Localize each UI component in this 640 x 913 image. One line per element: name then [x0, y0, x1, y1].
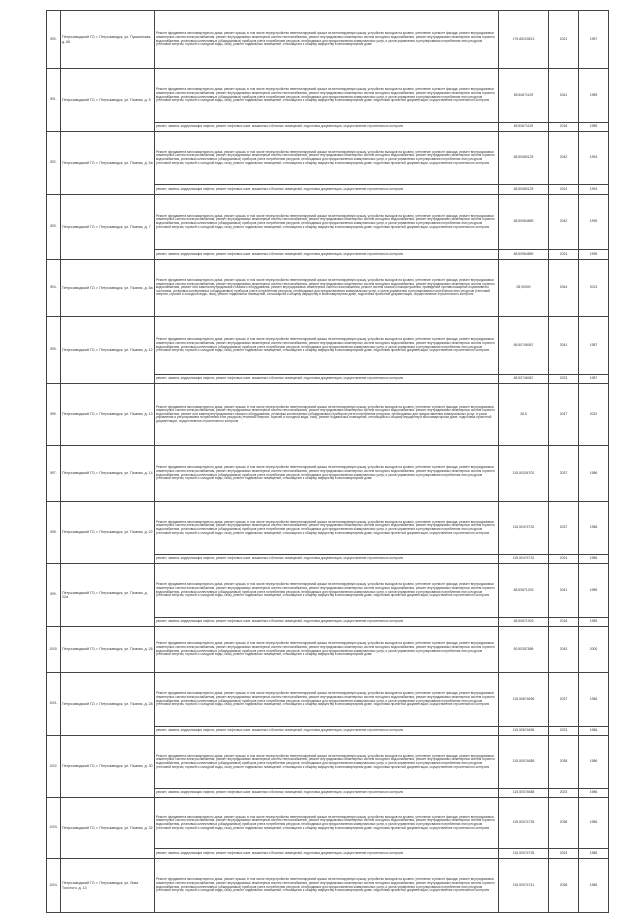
build-year: 1986 [579, 859, 609, 913]
work-description: ремонт, замена, модернизация лифтов, ремонт лифтовых шахт, машинных и блочных помещений, подготовка документации, осуществление строительного контроля [155, 618, 499, 627]
work-description: Ремонт фундамента многоквартирного дома, ремонт крыши, в том числе переустройство невентилируемой крыши на вентилируемую крышу, устройство выходов на кровлю, утепление и ремонт фасада, ремонт внутридомовых инженерных систем электроснабжения, ремонт внутридомовых инженерных систем теплоснабжения, ремонт внутридомовых инженерных систем холодного водоснабжения, ремонт внутридомовых инженерных систем горячего водоснабжения, установка коллективных (общедомовых) приборов учета потребления ресурсов, необходимых для предоставления коммунальных услуг, и узлов управления и регулирования потребления этих ресурсов (тепловой энергии, горячей и холодной воды, газа), ремонт подвальных помещений, относящихся к общему имуществу в многоквартирном доме, подготовка проектной документации, осуществление строительного контроля [155, 564, 499, 618]
house-address: Петрозаводский ГО, г. Петрозаводск, ул. Пьяная, д. 7 [61, 195, 155, 260]
work-description: Ремонт фундамента многоквартирного дома, ремонт крыши, в том числе переустройство невентилируемой крыши на вентилируемую крышу, устройство выходов на кровлю, утепление и ремонт фасада, ремонт внутридомовых инженерных систем электроснабжения, ремонт внутридомовых инженерных систем теплоснабжения, ремонт внутридомовых инженерных систем холодного водоснабжения, ремонт внутридомовых инженерных систем горячего водоснабжения, установка коллективных (общедомовых) приборов учета потребления ресурсов, необходимых для предоставления коммунальных услуг, и узлов управления и регулирования потребления этих ресурсов (тепловой энергии, горячей и холодной воды, газа), ремонт подвальных помещений, относящихся к общему имуществу в многоквартирном доме, подготовка проектной документации, осуществление строительного контроля [155, 502, 499, 555]
area-value: 65,50080125 [499, 132, 549, 185]
table-row [47, 260, 609, 317]
row-number: 896. [47, 384, 61, 446]
table-row [47, 673, 609, 727]
row-number: 899. [47, 564, 61, 627]
area-value: 65,50746067 [499, 375, 549, 384]
house-address: Петрозаводский ГО, г. Петрозаводск, ул. Пьяная, д. 5 [61, 69, 155, 132]
work-description: ремонт, замена, модернизация лифтов, ремонт лифтовых шахт, машинных и блочных помещений, подготовка документации, осуществление строительного контроля [155, 727, 499, 736]
row-number: 894. [47, 260, 61, 317]
build-year: 1987 [579, 317, 609, 375]
build-year: 1986 [579, 446, 609, 502]
planned-year: 2038 [549, 736, 579, 789]
work-description: Ремонт фундамента многоквартирного дома, ремонт крыши, в том числе переустройство невентилируемой крыши на вентилируемую крышу, устройство выходов на кровлю, утепление и ремонт фасада, ремонт внутридомовых инженерных систем электроснабжения, ремонт внутридомовых инженерных систем теплоснабжения, ремонт внутридомовых инженерных систем холодного водоснабжения, ремонт внутридомовых инженерных систем горячего водоснабжения, установка коллективных (общедомовых) приборов учета потребления ресурсов, необходимых для предоставления коммунальных услуг, и узлов управления и регулирования потребления этих ресурсов (тепловой энергии, горячей и холодной воды, газа), ремонт подвальных помещений, относящихся к общему имуществу в многоквартирном доме [155, 627, 499, 673]
row-number: 898. [47, 502, 61, 564]
planned-year: 2023 [549, 375, 579, 384]
build-year: 1989 [579, 618, 609, 627]
row-number: 890. [47, 11, 61, 69]
house-address: Петрозаводский ГО, г. Петрозаводск, ул. Пьяная, д. 32 [61, 798, 155, 859]
work-description: ремонт, замена, модернизация лифтов, ремонт лифтовых шахт, машинных и блочных помещений, подготовка документации, осуществление строительного контроля [155, 250, 499, 260]
planned-year: 2037 [549, 446, 579, 502]
area-value: 65,50964859 [499, 195, 549, 250]
build-year: 1986 [579, 849, 609, 859]
house-address: Петрозаводский ГО, г. Петрозаводск, ул. Пьяная, д. 26 [61, 627, 155, 673]
table-row [47, 564, 609, 618]
area-value: 115,50674696 [499, 727, 549, 736]
planned-year: 2042 [549, 195, 579, 250]
planned-year: 2047 [549, 384, 579, 446]
area-value: 65,50964859 [499, 250, 549, 260]
table-row [47, 11, 609, 69]
row-number: 897. [47, 446, 61, 502]
planned-year: 2044 [549, 260, 579, 317]
row-number: 1000. [47, 627, 61, 673]
work-description: ремонт, замена, модернизация лифтов, ремонт лифтовых шахт, машинных и блочных помещений, подготовка документации, осуществление строительного контроля [155, 123, 499, 132]
build-year: 2013 [579, 260, 609, 317]
build-year: 1989 [579, 564, 609, 618]
area-value: 65,50871003 [499, 618, 549, 627]
row-number: 1001. [47, 673, 61, 736]
row-number: 1003. [47, 798, 61, 859]
work-description: Ремонт фундамента многоквартирного дома, ремонт крыши, в том числе переустройство невентилируемой крыши на вентилируемую крышу, устройство выходов на кровлю, утепление и ремонт фасада, ремонт внутридомовых инженерных систем электроснабжения, ремонт внутридомовых инженерных систем теплоснабжения, ремонт внутридомовых инженерных систем холодного водоснабжения, ремонт внутридомовых инженерных систем горячего водоснабжения, установка коллективных (общедомовых) приборов учета потребления ресурсов, необходимых для предоставления коммунальных услуг, и узлов управления и регулирования потребления этих ресурсов (тепловой энергии, горячей и холодной воды, газа), ремонт подвальных помещений, относящихся к общему имуществу в многоквартирном доме, подготовка проектной документации, осуществление строительного контроля [155, 736, 499, 789]
house-address: Петрозаводский ГО, г. Петрозаводск, ул. Пьяная, д. 13 [61, 384, 155, 446]
row-number: 1004. [47, 859, 61, 913]
work-description: ремонт, замена, модернизация лифтов, ремонт лифтовых шахт, машинных и блочных помещений, подготовка документации, осуществление строительного контроля [155, 849, 499, 859]
planned-year: 2021 [549, 11, 579, 69]
work-description: ремонт, замена, модернизация лифтов, ремонт лифтовых шахт, машинных и блочных помещений, подготовка документации, осуществление строительного контроля [155, 789, 499, 798]
area-value: 115,50674696 [499, 673, 549, 727]
work-description: Ремонт фундамента многоквартирного дома, ремонт крыши, в том числе переустройство невентилируемой крыши на вентилируемую крышу, устройство выходов на кровлю, утепление и ремонт фасада, ремонт внутридомовых инженерных систем электроснабжения, ремонт внутридомовых инженерных систем теплоснабжения, ремонт внутридомовых инженерных систем холодного водоснабжения, ремонт внутридомовых инженерных систем горячего водоснабжения, ремонт или замена внутридомового газового оборудования, ремонт внутридомовых инженерных систем газоснабжения, ремонт систем газового пожаротушения, приведение противопожарной нормативного состояния, установка коллективных (общедомовых) приборов учета потребления ресурсов, необходимых для предоставления коммунальных услуг, и узлов управления и регулирования потребления этих ресурсов (тепловой энергии, горячей и холодной воды, газа), ремонт подвальных помещений, относящихся к общему имуществу в многоквартирном доме, подготовка проектной документации, осуществление строительного контроля [155, 260, 499, 317]
house-address: Петрозаводский ГО, г. Петрозаводск, ул. Льва Толстого, д. 14 [61, 859, 155, 913]
area-value: 65,50871003 [499, 564, 549, 618]
area-value: 50,50357568 [499, 627, 549, 673]
house-address: Петрозаводский ГО, г. Петрозаводск, ул. Пьяная, д. 22а [61, 564, 155, 627]
work-description: Ремонт фундамента многоквартирного дома, ремонт крыши, в том числе переустройство невентилируемой крыши на вентилируемую крышу, устройство выходов на кровлю, утепление и ремонт фасада, ремонт внутридомовых инженерных систем электроснабжения, ремонт внутридомовых инженерных систем теплоснабжения, ремонт внутридомовых инженерных систем холодного водоснабжения, ремонт внутридомовых инженерных систем горячего водоснабжения, установка коллективных (общедомовых) приборов учета потребления ресурсов, необходимых для предоставления коммунальных услуг, и узлов управления и регулирования потребления этих ресурсов (тепловой энергии, горячей и холодной воды, газа), ремонт подвальных помещений, относящихся к общему имуществу в многоквартирном доме, подготовка проектной документации, осуществление строительного контроля [155, 195, 499, 250]
area-value: 65,50746067 [499, 317, 549, 375]
area-value: 115,50474732 [499, 502, 549, 555]
house-address: Петрозаводский ГО, г. Петрозаводск, ул. Пьяная, д. 12 [61, 317, 155, 384]
planned-year: 2037 [549, 502, 579, 555]
planned-year: 2023 [549, 789, 579, 798]
work-description: ремонт, замена, модернизация лифтов, ремонт лифтовых шахт, машинных и блочных помещений, подготовка документации, осуществление строительного контроля [155, 375, 499, 384]
build-year: 1986 [579, 727, 609, 736]
table-row [47, 798, 609, 849]
work-description: Ремонт фундамента многоквартирного дома, ремонт крыши, в том числе переустройство невентилируемой крыши на вентилируемую крышу, устройство выходов на кровлю, утепление и ремонт фасада, ремонт внутридомовых инженерных систем электроснабжения, ремонт внутридомовых инженерных систем теплоснабжения, ремонт внутридомовых инженерных систем холодного водоснабжения, ремонт внутридомовых инженерных систем горячего водоснабжения, установка коллективных (общедомовых) приборов учета потребления ресурсов, необходимых для предоставления коммунальных услуг, и узлов управления и регулирования потребления этих ресурсов (тепловой энергии, горячей и холодной воды, газа), ремонт подвальных помещений, относящихся к общему имуществу в многоквартирном доме, подготовка проектной документации, осуществление строительного контроля [155, 798, 499, 849]
work-description: Ремонт фундамента многоквартирного дома, ремонт крыши, в том числе переустройство невентилируемой крыши на вентилируемую крышу, устройство выходов на кровлю, утепление и ремонт фасада, ремонт внутридомовых инженерных систем электроснабжения, ремонт внутридомовых инженерных систем теплоснабжения, ремонт внутридомовых инженерных систем холодного водоснабжения, ремонт внутридомовых инженерных систем горячего водоснабжения, установка коллективных (общедомовых) приборов учета потребления ресурсов, необходимых для предоставления коммунальных услуг, и узлов управления и регулирования потребления этих ресурсов (тепловой энергии, горячей и холодной воды, газа), ремонт подвальных помещений, относящихся к общему имуществу в многоквартирном доме, подготовка проектной документации, осуществление строительного контроля [155, 132, 499, 185]
works-register-table [46, 10, 609, 913]
planned-year: 2023 [549, 727, 579, 736]
table-body [47, 11, 609, 913]
house-address: Петрозаводский ГО, г. Петрозаводск, ул. Пьяная, д. 22 [61, 502, 155, 564]
work-description: Ремонт фундамента многоквартирного дома, ремонт крыши, в том числе переустройство невентилируемой крыши на вентилируемую крышу, устройство выходов на кровлю, утепление и ремонт фасада, ремонт внутридомовых инженерных систем электроснабжения, ремонт внутридомовых инженерных систем теплоснабжения, ремонт внутридомовых инженерных систем холодного водоснабжения, ремонт внутридомовых инженерных систем горячего водоснабжения, установка коллективных (общедомовых) приборов учета потребления ресурсов, необходимых для предоставления коммунальных услуг, и узлов управления и регулирования потребления этих ресурсов (тепловой энергии, горячей и холодной воды, газа), ремонт подвальных помещений, относящихся к общему имуществу в многоквартирном доме, подготовка проектной документации, осуществление строительного контроля [155, 859, 499, 913]
area-value: 115,50334702 [499, 446, 549, 502]
work-description: ремонт, замена, модернизация лифтов, ремонт лифтовых шахт, машинных и блочных помещений, подготовка документации, осуществление строительного контроля [155, 185, 499, 195]
work-description: Ремонт фундамента многоквартирного дома, ремонт крыши, в том числе переустройство невентилируемой крыши на вентилируемую крышу, устройство выходов на кровлю, утепление и ремонт фасада, ремонт внутридомовых инженерных систем электроснабжения, ремонт внутридомовых инженерных систем теплоснабжения, ремонт внутридомовых инженерных систем холодного водоснабжения, ремонт внутридомовых инженерных систем горячего водоснабжения, установка коллективных (общедомовых) приборов учета потребления ресурсов, необходимых для предоставления коммунальных услуг, и узлов управления и регулирования потребления этих ресурсов (тепловой энергии, горячей и холодной воды, газа), ремонт подвальных помещений, относящихся к общему имуществу в многоквартирном доме, подготовка проектной документации, осуществление строительного контроля [155, 673, 499, 727]
register-sheet [46, 10, 608, 895]
table-row [47, 736, 609, 789]
area-value: 175,65103513 [499, 11, 549, 69]
area-value: 115,50474732 [499, 555, 549, 564]
table-row [47, 502, 609, 555]
planned-year: 2018 [549, 123, 579, 132]
table-row [47, 627, 609, 673]
table-row [47, 859, 609, 913]
area-value: 65,50080125 [499, 185, 549, 195]
build-year: 2000 [579, 627, 609, 673]
build-year: 1989 [579, 69, 609, 123]
planned-year: 2023 [549, 849, 579, 859]
area-value: 115,50074688 [499, 789, 549, 798]
planned-year: 2041 [549, 564, 579, 618]
table-row [47, 132, 609, 185]
planned-year: 2038 [549, 798, 579, 849]
build-year: 1987 [579, 375, 609, 384]
planned-year: 2041 [549, 69, 579, 123]
house-address: Петрозаводский ГО, г. Петрозаводск, ул. Пьяная, д. 8а [61, 260, 155, 317]
row-number: 893. [47, 195, 61, 260]
work-description: Ремонт фундамента многоквартирного дома, ремонт крыши, в том числе переустройство невентилируемой крыши на вентилируемую крышу, устройство выходов на кровлю, утепление и ремонт фасада, ремонт внутридомовых инженерных систем электроснабжения, ремонт внутридомовых инженерных систем теплоснабжения, ремонт внутридомовых инженерных систем холодного водоснабжения, ремонт внутридомовых инженерных систем горячего водоснабжения, установка коллективных (общедомовых) приборов учета потребления ресурсов, необходимых для предоставления коммунальных услуг, и узлов управления и регулирования потребления этих ресурсов (тепловой энергии, горячей и холодной воды, газа), ремонт подвальных помещений, относящихся к общему имуществу в многоквартирном доме, подготовка проектной документации, осуществление строительного контроля [155, 317, 499, 375]
planned-year: 2037 [549, 673, 579, 727]
work-description: ремонт, замена, модернизация лифтов, ремонт лифтовых шахт, машинных и блочных помещений, подготовка документации, осуществление строительного контроля [155, 555, 499, 564]
work-description: Ремонт фундамента многоквартирного дома, ремонт крыши, в том числе переустройство невентилируемой крыши на вентилируемую крышу, устройство выходов на кровлю, утепление и ремонт фасада, ремонт внутридомовых инженерных систем электроснабжения, ремонт внутридомовых инженерных систем теплоснабжения, ремонт внутридомовых инженерных систем холодного водоснабжения, ремонт внутридомовых инженерных систем горячего водоснабжения, ремонт или замена внутридомового газового оборудования, установка коллективных (общедомовых) приборов учета потребления ресурсов, необходимых для предоставления коммунальных услуг, и узлов управления и регулирования потребления этих ресурсов (тепловой энергии, горячей и холодной воды, газа), ремонт подвальных помещений, относящихся к общему имуществу в многоквартирном доме, подготовка проектной документации, осуществление строительного контроля [155, 384, 499, 446]
row-number: 891. [47, 69, 61, 132]
build-year: 1994 [579, 185, 609, 195]
area-value: 28,5 [499, 384, 549, 446]
build-year: 1986 [579, 555, 609, 564]
table-row [47, 384, 609, 446]
build-year: 1957 [579, 11, 609, 69]
area-value: 65,50671129 [499, 69, 549, 123]
area-value: 28,90000 [499, 260, 549, 317]
planned-year: 2024 [549, 555, 579, 564]
build-year: 1995 [579, 195, 609, 250]
area-value: 65,50671129 [499, 123, 549, 132]
build-year: 1994 [579, 132, 609, 185]
planned-year: 2018 [549, 618, 579, 627]
area-value: 115,50074688 [499, 736, 549, 789]
table-row [47, 317, 609, 375]
house-address: Петрозаводский ГО, г. Петрозаводск, ул. Пьяная, д. 30 [61, 736, 155, 798]
row-number: 895. [47, 317, 61, 384]
planned-year: 2042 [549, 132, 579, 185]
row-number: 892. [47, 132, 61, 195]
build-year: 1986 [579, 673, 609, 727]
table-row [47, 69, 609, 123]
build-year: 2022 [579, 384, 609, 446]
row-number: 1002. [47, 736, 61, 798]
build-year: 1989 [579, 123, 609, 132]
build-year: 1986 [579, 502, 609, 555]
planned-year: 2041 [549, 317, 579, 375]
house-address: Петрозаводский ГО, г. Петрозаводск, ул. Пьяная, д. 28 [61, 673, 155, 736]
area-value: 115,50074741 [499, 859, 549, 913]
area-value: 115,50074735 [499, 849, 549, 859]
work-description: Ремонт фундамента многоквартирного дома, ремонт крыши, в том числе переустройство невентилируемой крыши на вентилируемую крышу, устройство выходов на кровлю, утепление и ремонт фасада, ремонт внутридомовых инженерных систем электроснабжения, ремонт внутридомовых инженерных систем теплоснабжения, ремонт внутридомовых инженерных систем холодного водоснабжения, ремонт внутридомовых инженерных систем горячего водоснабжения, установка коллективных (общедомовых) приборов учета потребления ресурсов, необходимых для предоставления коммунальных услуг, и узлов управления и регулирования потребления этих ресурсов (тепловой энергии, горячей и холодной воды, газа), ремонт подвальных помещений, относящихся к общему имуществу в многоквартирном доме [155, 446, 499, 502]
table-row [47, 446, 609, 502]
build-year: 1986 [579, 798, 609, 849]
build-year: 1995 [579, 250, 609, 260]
house-address: Петрозаводский ГО, г. Петрозаводск, ул. Пьяная, д. 14 [61, 446, 155, 502]
work-description: Ремонт фундамента многоквартирного дома, ремонт крыши, в том числе переустройство невентилируемой крыши на вентилируемую крышу, устройство выходов на кровлю, утепление и ремонт фасада, ремонт внутридомовых инженерных систем электроснабжения, ремонт внутридомовых инженерных систем теплоснабжения, ремонт внутридомовых инженерных систем холодного водоснабжения, ремонт внутридомовых инженерных систем горячего водоснабжения, установка коллективных (общедомовых) приборов учета потребления ресурсов, необходимых для предоставления коммунальных услуг, и узлов управления и регулирования потребления этих ресурсов (тепловой энергии, горячей и холодной воды, газа), ремонт подвальных помещений, относящихся к общему имуществу в многоквартирном доме, подготовка проектной документации, осуществление строительного контроля [155, 69, 499, 123]
area-value: 115,50074735 [499, 798, 549, 849]
house-address: Петрозаводский ГО, г. Петрозаводск, ул. Пьяная, д. 5а [61, 132, 155, 195]
planned-year: 2024 [549, 250, 579, 260]
planned-year: 2038 [549, 859, 579, 913]
build-year: 1986 [579, 736, 609, 789]
table-row [47, 195, 609, 250]
house-address: Петрозаводский ГО, г. Петрозаводск, ул. Пушкинская, д. 65 [61, 11, 155, 69]
planned-year: 2043 [549, 627, 579, 673]
build-year: 1986 [579, 789, 609, 798]
planned-year: 2024 [549, 185, 579, 195]
work-description: Ремонт фундамента многоквартирного дома, ремонт крыши, в том числе переустройство невентилируемой крыши на вентилируемую крышу, устройство выходов на кровлю, утепление и ремонт фасада, ремонт внутридомовых инженерных систем электроснабжения, ремонт внутридомовых инженерных систем теплоснабжения, ремонт внутридомовых инженерных систем холодного водоснабжения, ремонт внутридомовых инженерных систем горячего водоснабжения, установка коллективных (общедомовых) приборов учета потребления ресурсов, необходимых для предоставления коммунальных услуг, и узлов управления и регулирования потребления этих ресурсов (тепловой энергии, горячей и холодной воды, газа), ремонт подвальных помещений, относящихся к общему имуществу в многоквартирном доме [155, 11, 499, 69]
